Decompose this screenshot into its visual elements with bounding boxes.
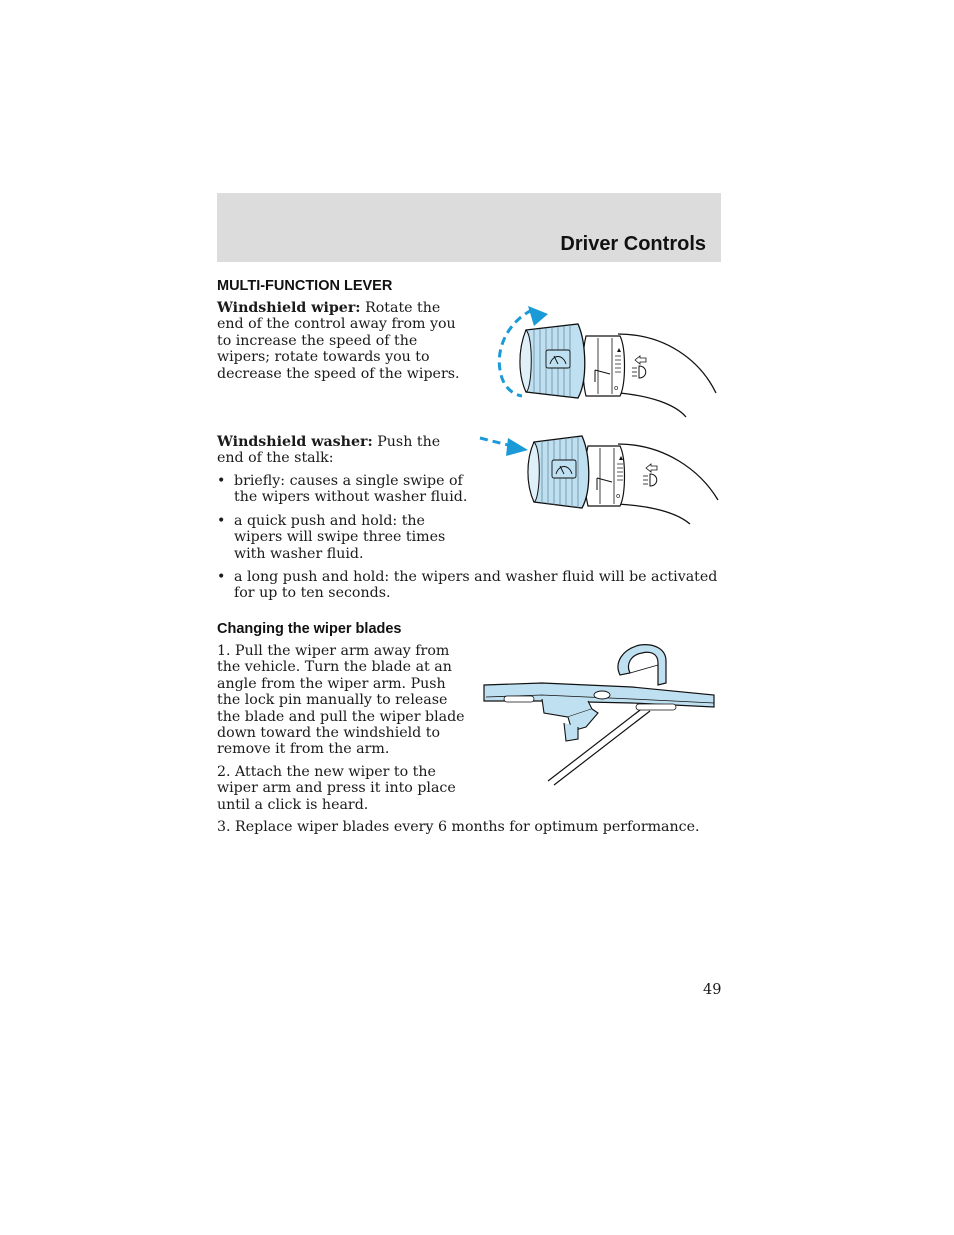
- list-item: • briefly: causes a single swipe of the wipers without washer fluid.: [217, 473, 468, 506]
- wiper-label: Windshield wiper:: [217, 300, 361, 316]
- washer-bullets-long: [217, 569, 721, 609]
- blades-step-2: 2. Attach the new wiper to the wiper arm and press it into place until a click is heard.: [217, 764, 456, 813]
- blades-step-1: 1. Pull the wiper arm away from the vehicle. Turn the blade at an angle from the wiper arm. Push the lock pin manually to release the blade and pull the wiper blade down toward the windshield to remove it from the arm.: [217, 643, 465, 758]
- section-title: Driver Controls: [560, 233, 706, 255]
- blades-heading: Changing the wiper blades: [217, 621, 402, 637]
- list-item: • a quick push and hold: the wipers will swipe three times with washer fluid.: [217, 512, 446, 562]
- blades-step-3: 3. Replace wiper blades every 6 months for optimum performance.: [217, 819, 700, 835]
- page-number: 49: [703, 982, 722, 998]
- wiper-blade-illustration: [482, 643, 718, 788]
- headlamp-icon: [643, 464, 657, 486]
- washer-text: Push the end of the stalk:: [217, 434, 441, 467]
- svg-text:o: o: [616, 492, 621, 500]
- wiper-text: Rotate the end of the control away from you to increase the speed of the wipers; rotate towards you to decrease the speed of the wipers.: [217, 300, 460, 382]
- svg-text:o: o: [614, 384, 619, 392]
- list-item: • a long push and hold: the wipers and washer fluid will be activated for up to ten seconds.: [217, 569, 718, 602]
- header-band: [217, 193, 721, 262]
- wiper-rotate-illustration: [490, 298, 722, 423]
- multifunction-heading: MULTI-FUNCTION LEVER: [217, 278, 393, 294]
- headlamp-icon: [632, 356, 646, 378]
- washer-bullets-short: [217, 473, 473, 569]
- wiper-push-illustration: [478, 428, 722, 528]
- washer-paragraph: [217, 434, 467, 467]
- washer-label: Windshield washer:: [217, 434, 373, 450]
- wiper-paragraph: [217, 300, 467, 382]
